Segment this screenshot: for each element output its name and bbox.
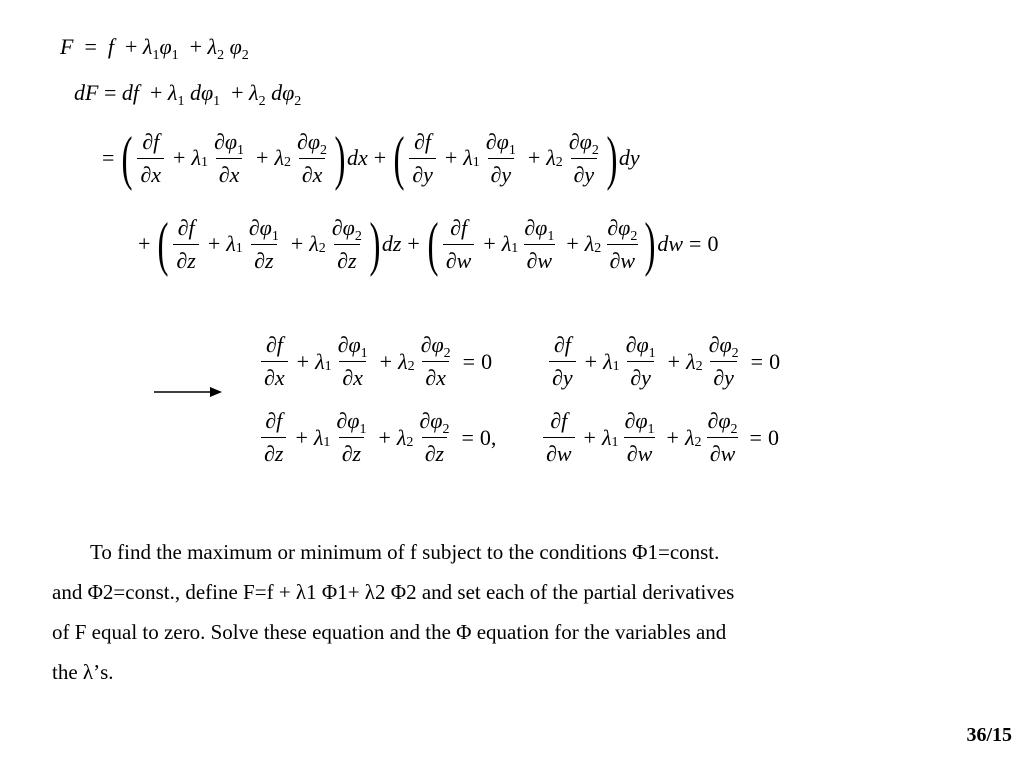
equation-result-z: $\frac{\partial f}{\partial z}$ + λ 1 $\frac{\partial\varphi_1}{\partial z}$ + λ 2 $\frac{\partial\varphi_2}{\partial z}$ = 0,	[258, 410, 496, 465]
explanation-paragraph	[52, 532, 1002, 692]
right-arrow-icon	[152, 384, 224, 400]
equation-result-w: $\frac{\partial f}{\partial w}$ + λ 1 $\frac{\partial\varphi_1}{\partial w}$ + λ 2 $\frac{\partial\varphi_2}{\partial w}$ = 0	[540, 410, 779, 465]
equation-dF-expansion-zw: + ( $\frac{\partial f}{\partial z}$ + λ 1 $\frac{\partial\varphi_1}{\partial z}$ + λ 2 $\frac{\partial\varphi_2}{\partial z}$ ) dz + ( $\frac{\partial f}{\partial w}$ + λ 1 $\frac{\partial\varphi_1}{\partial w}$ + λ 2 $\frac{\partial\varphi_2}{\partial w}$ ) dw = 0	[138, 211, 719, 277]
paragraph-line-1: To find the maximum or minimum of f subject to the conditions Φ1=const.	[90, 540, 720, 564]
equation-dF-definition: dF = df + $\lambda_1$ $d\varphi_1 + \lambda_2$ $d\varphi_2$	[74, 80, 302, 109]
paragraph-line-2: and Φ2=const., define F=f + λ1 Φ1+ λ2 Φ2 and set each of the partial derivatives	[52, 580, 735, 604]
equation-F-definition: $F = f + \lambda_1\varphi_1 + \lambda_2$ $\varphi_2$	[60, 34, 249, 63]
equation-result-y: $\frac{\partial f}{\partial y}$ + λ 1 $\frac{\partial\varphi_1}{\partial y}$ + λ 2 $\frac{\partial\varphi_2}{\partial y}$ = 0	[546, 334, 780, 389]
page-number: 36/15	[966, 724, 1012, 746]
paragraph-line-4: the λ’s.	[52, 660, 114, 684]
equation-dF-expansion-xy: = ( $\frac{\partial f}{\partial x}$ + λ 1 $\frac{\partial\varphi_1}{\partial x}$ + λ 2 $\frac{\partial\varphi_2}{\partial x}$ ) dx + ( $\frac{\partial f}{\partial y}$ + λ 1 $\frac{\partial\varphi_1}{\partial y}$ + λ 2 $\frac{\partial\varphi_2}{\partial y}$ ) dy	[102, 125, 640, 191]
equation-result-x: $\frac{\partial f}{\partial x}$ + λ 1 $\frac{\partial\varphi_1}{\partial x}$ + λ 2 $\frac{\partial\varphi_2}{\partial x}$ = 0	[258, 334, 492, 389]
paragraph-line-3: of F equal to zero. Solve these equation and the Φ equation for the variables and	[52, 620, 727, 644]
